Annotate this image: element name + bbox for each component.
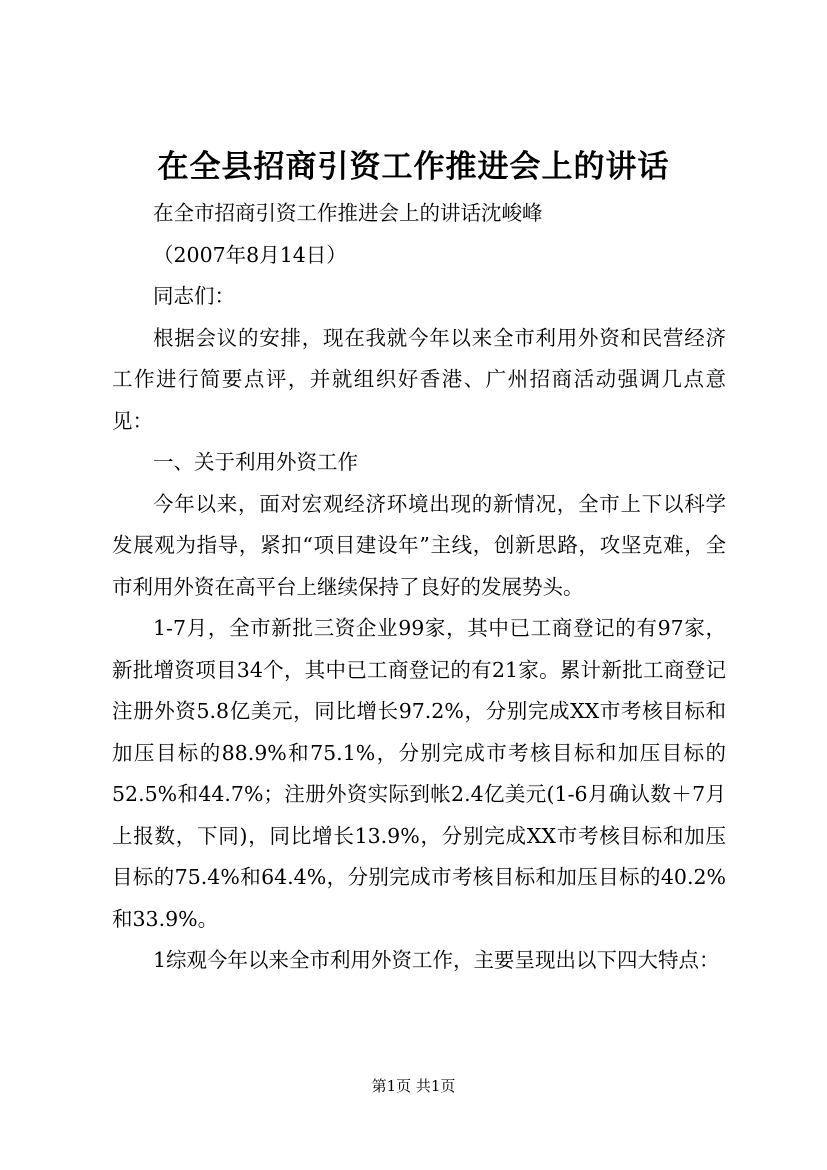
paragraph-salutation: 同志们：	[153, 284, 235, 308]
paragraph-intro: 根据会议的安排，现在我就今年以来全市利用外资和民营经济工作进行简要点评，并就组织好香港、广州招商活动强调几点意见：	[112, 325, 726, 433]
paragraph-overview: 今年以来，面对宏观经济环境出现的新情况，全市上下以科学发展观为指导，紧扣“项目建设年”主线，创新思路，攻坚克难，全市利用外资在高平台上继续保持了良好的发展势头。	[112, 491, 726, 599]
paragraph-features: 1综观今年以来全市利用外资工作，主要呈现出以下四大特点：	[153, 948, 720, 972]
document-title: 在全县招商引资工作推进会上的讲话	[157, 149, 670, 185]
paragraph-date: （2007年8月14日）	[153, 242, 347, 267]
paragraph-subtitle: 在全市招商引资工作推进会上的讲话沈峻峰	[153, 201, 543, 225]
paragraph-statistics: 1-7月，全市新批三资企业99家，其中已工商登记的有97家，新批增资项目34个，其中已工商登记的有21家。累计新批工商登记注册外资5.8亿美元，同比增长97.2%，分别完成XX市考核目标和加压目标的88.9%和75.1%，分别完成市考核目标和加压目标的52.5%和44.7%；注册外资实际到帐2.4亿美元(1-6月确认数＋7月上报数，下同)，同比增长13.9%，分别完成XX市考核目标和加压目标的75.4%和64.4%，分别完成市考核目标和加压目标的40.2%和33.9%。	[112, 616, 726, 931]
document-body	[112, 193, 726, 982]
section-heading: 一、关于利用外资工作	[153, 450, 358, 474]
page-footer: 第1页 共1页	[371, 1077, 456, 1095]
